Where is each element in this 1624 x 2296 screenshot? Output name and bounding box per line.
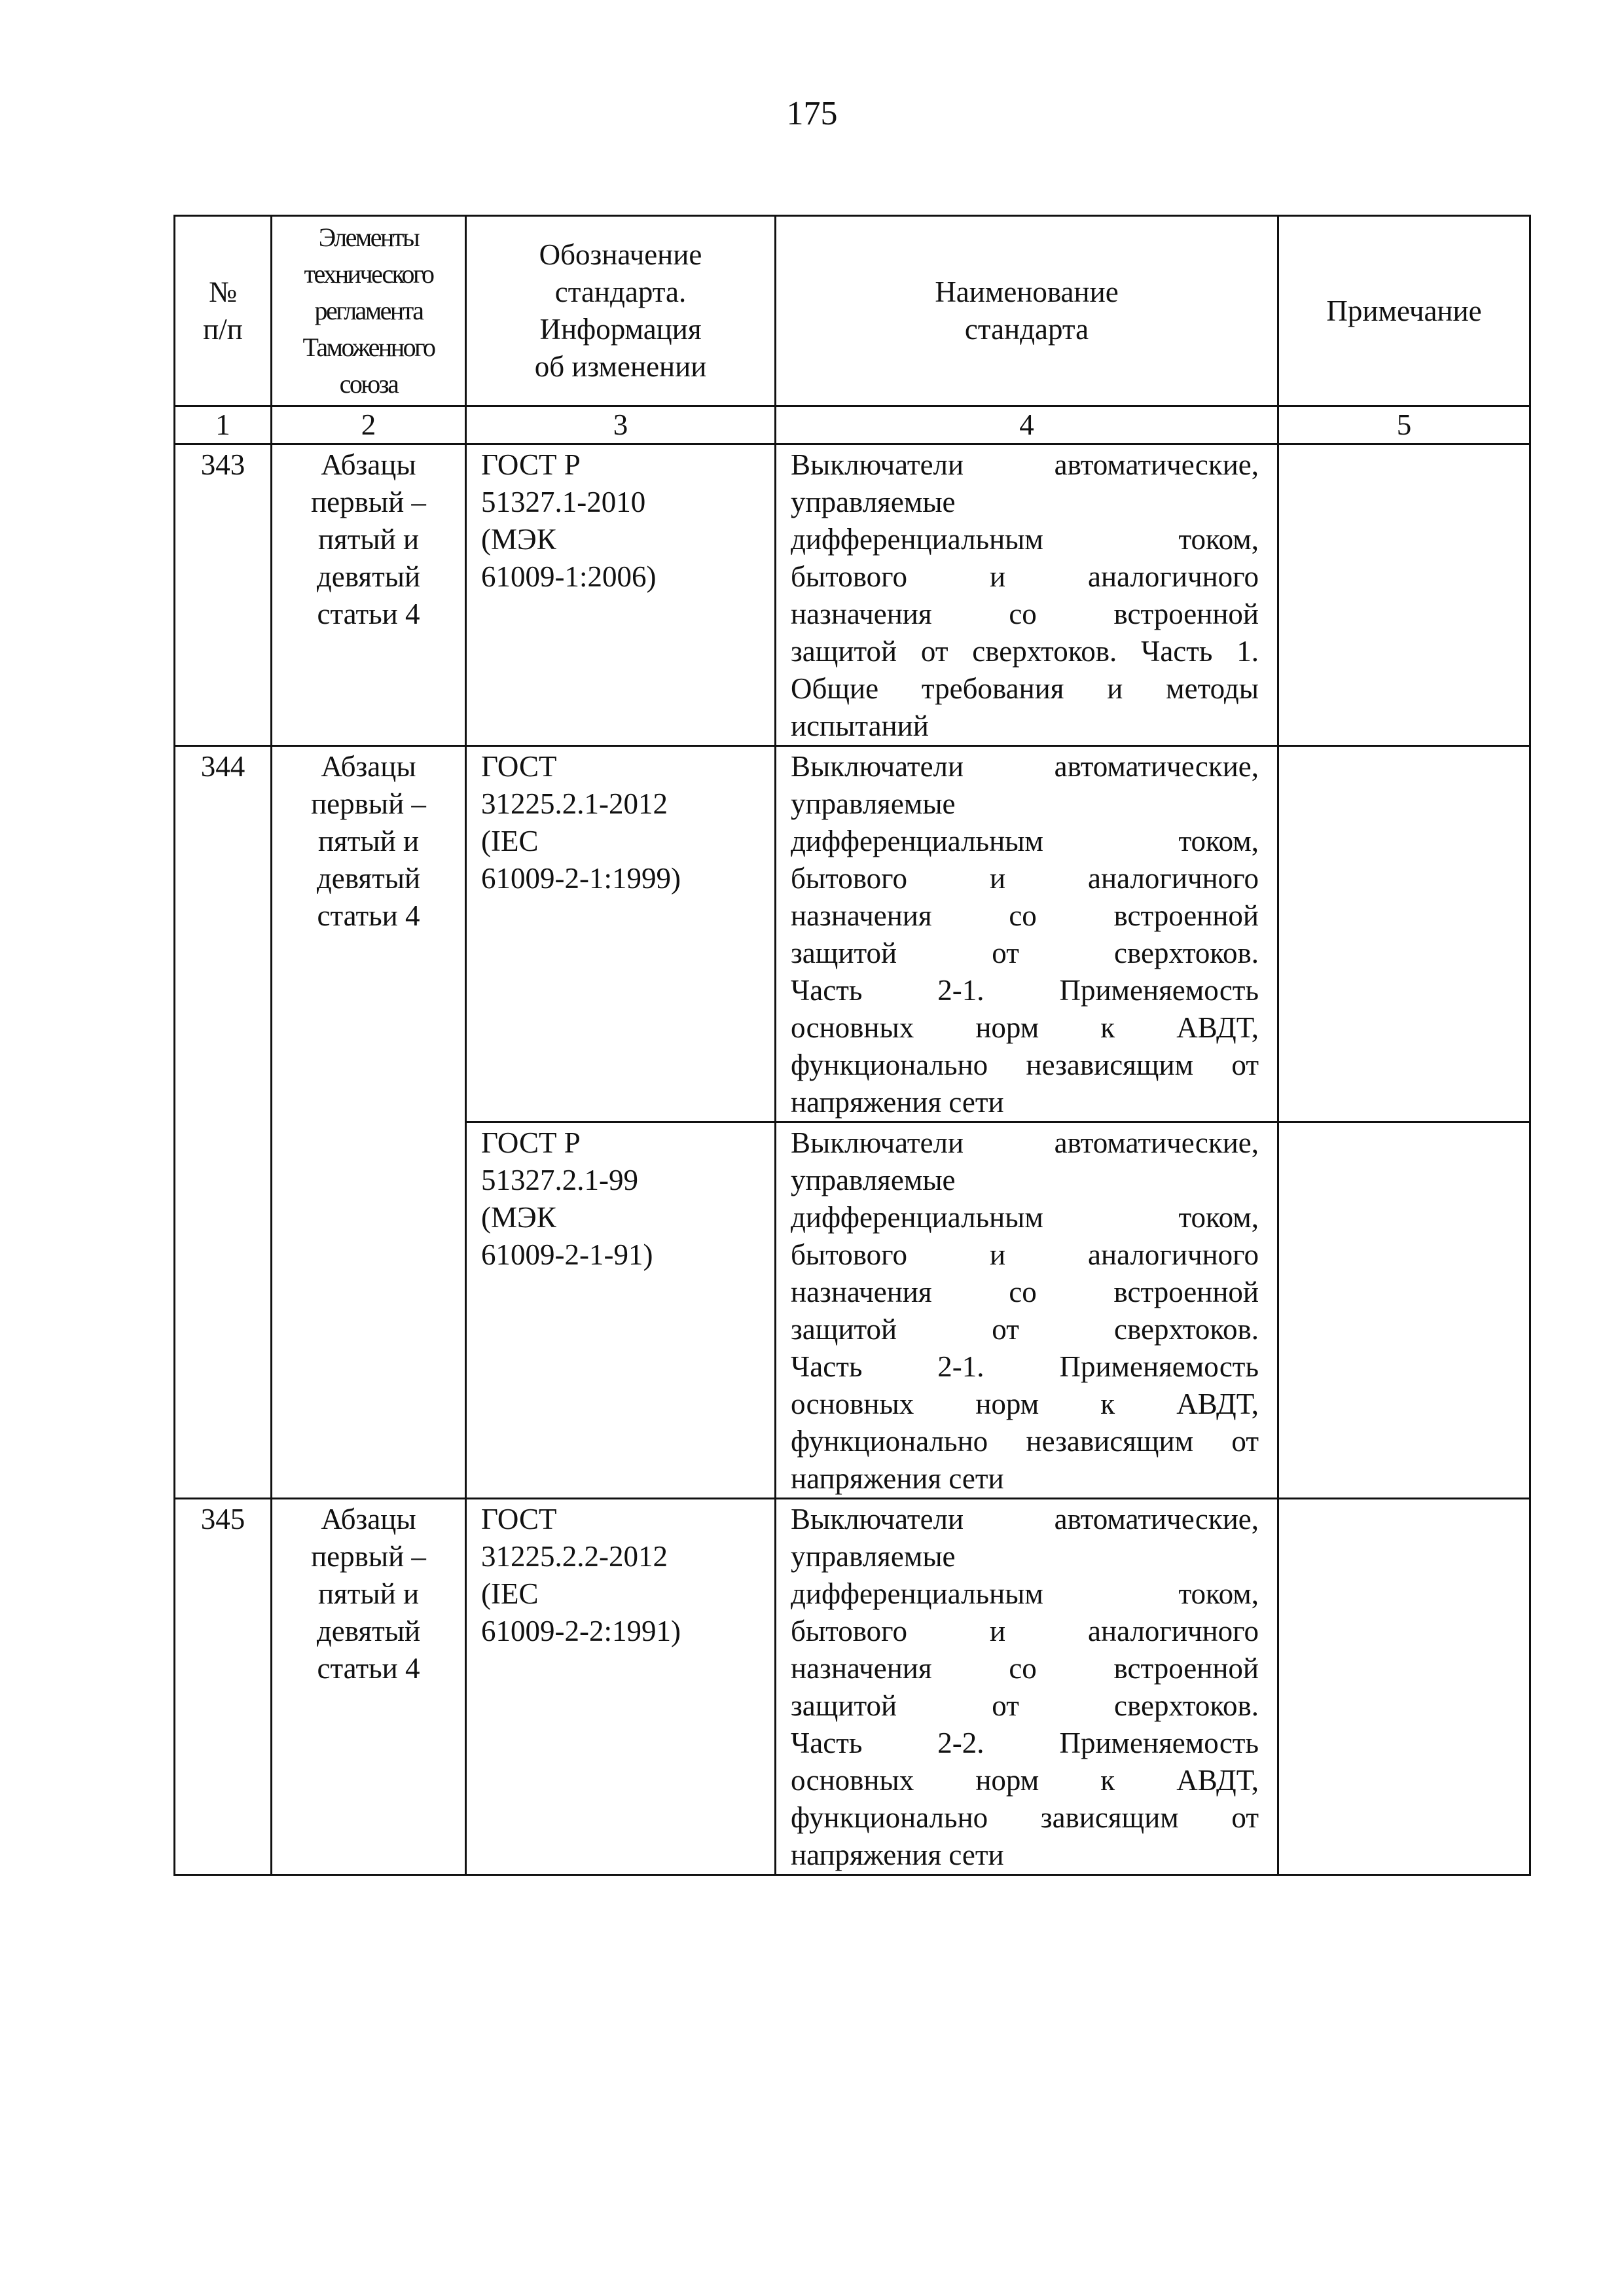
standard-name-line: функционально независящим от: [791, 1425, 1259, 1458]
column-number: 1: [175, 406, 272, 444]
standard-name-line: Выключатели автоматические,: [791, 750, 1259, 783]
standard-name-line: Выключатели автоматические,: [791, 1503, 1259, 1535]
table-row: [175, 444, 1530, 746]
column-number: 3: [466, 406, 776, 444]
standard-note: [1278, 746, 1530, 1122]
header-name: Наименование стандарта: [776, 216, 1278, 406]
standard-name-line: защитой от сверхтоков.: [791, 937, 1259, 969]
standard-note: [1278, 444, 1530, 746]
standard-name-line: испытаний: [791, 709, 929, 742]
header-row: [175, 216, 1530, 406]
standard-name-line: управляемые: [791, 1540, 956, 1573]
standard-name-line: бытового и аналогичного: [791, 560, 1259, 593]
standard-name-line: Общие требования и методы: [791, 672, 1259, 705]
header-num: № п/п: [175, 216, 272, 406]
standard-name: [776, 1122, 1278, 1499]
standard-name-line: напряжения сети: [791, 1839, 1004, 1871]
standard-name-line: бытового и аналогичного: [791, 1615, 1259, 1647]
standard-name-line: Часть 2-1. Применяемость: [791, 1350, 1259, 1383]
standard-name-line: защитой от сверхтоков. Часть 1.: [791, 635, 1259, 668]
table-row: [175, 746, 1530, 1122]
standard-name-line: назначения со встроенной: [791, 899, 1259, 932]
row-number: 345: [175, 1499, 272, 1875]
standard-name-line: дифференциальным током,: [791, 1201, 1259, 1234]
standard-name-line: Выключатели автоматические,: [791, 1126, 1259, 1159]
standard-name: [776, 746, 1278, 1122]
header-note: Примечание: [1278, 216, 1530, 406]
column-number: 2: [272, 406, 466, 444]
standard-note: [1278, 1499, 1530, 1875]
standard-designation: ГОСТ Р 51327.1-2010 (МЭК 61009-1:2006): [466, 444, 776, 746]
standard-designation: ГОСТ Р 51327.2.1-99 (МЭК 61009-2-1-91): [466, 1122, 776, 1499]
standard-name-line: управляемые: [791, 1164, 956, 1196]
standard-name-line: назначения со встроенной: [791, 598, 1259, 630]
standard-name-line: бытового и аналогичного: [791, 862, 1259, 895]
standard-name: [776, 444, 1278, 746]
standard-name-line: функционально зависящим от: [791, 1801, 1259, 1834]
standard-designation: ГОСТ 31225.2.2-2012 (IEC 61009-2-2:1991): [466, 1499, 776, 1875]
header-elements: Элементы технического регламента Таможенного союза: [272, 216, 466, 406]
standard-name-line: назначения со встроенной: [791, 1652, 1259, 1685]
page-number: 175: [786, 95, 838, 132]
standard-note: [1278, 1122, 1530, 1499]
standard-name-line: управляемые: [791, 486, 956, 518]
column-numbers-row: [175, 406, 1530, 444]
regulation-elements: Абзацы первый – пятый и девятый статьи 4: [272, 746, 466, 1499]
standard-name-line: напряжения сети: [791, 1086, 1004, 1119]
table-body: [175, 444, 1530, 1875]
standard-name-line: назначения со встроенной: [791, 1276, 1259, 1308]
standard-name-line: защитой от сверхтоков.: [791, 1689, 1259, 1722]
standard-name-line: дифференциальным током,: [791, 825, 1259, 857]
standard-name-line: защитой от сверхтоков.: [791, 1313, 1259, 1346]
column-number: 4: [776, 406, 1278, 444]
regulation-elements: Абзацы первый – пятый и девятый статьи 4: [272, 1499, 466, 1875]
standard-name: [776, 1499, 1278, 1875]
standard-name-line: управляемые: [791, 787, 956, 820]
standard-name-line: Часть 2-1. Применяемость: [791, 974, 1259, 1007]
standards-table: [173, 215, 1531, 1876]
standard-name-line: Часть 2-2. Применяемость: [791, 1727, 1259, 1759]
column-number: 5: [1278, 406, 1530, 444]
header-designation: Обозначение стандарта. Информация об изменении: [466, 216, 776, 406]
standard-name-line: Выключатели автоматические,: [791, 448, 1259, 481]
standard-name-line: бытового и аналогичного: [791, 1238, 1259, 1271]
standard-name-line: дифференциальным током,: [791, 1577, 1259, 1610]
table-row: [175, 1499, 1530, 1875]
standard-name-line: напряжения сети: [791, 1462, 1004, 1495]
regulation-elements: Абзацы первый – пятый и девятый статьи 4: [272, 444, 466, 746]
standard-name-line: дифференциальным током,: [791, 523, 1259, 556]
standard-name-line: основных норм к АВДТ,: [791, 1764, 1259, 1797]
row-number: 344: [175, 746, 272, 1499]
standard-name-line: основных норм к АВДТ,: [791, 1011, 1259, 1044]
standard-name-line: функционально независящим от: [791, 1049, 1259, 1081]
standard-name-line: основных норм к АВДТ,: [791, 1388, 1259, 1420]
row-number: 343: [175, 444, 272, 746]
standard-designation: ГОСТ 31225.2.1-2012 (IEC 61009-2-1:1999): [466, 746, 776, 1122]
